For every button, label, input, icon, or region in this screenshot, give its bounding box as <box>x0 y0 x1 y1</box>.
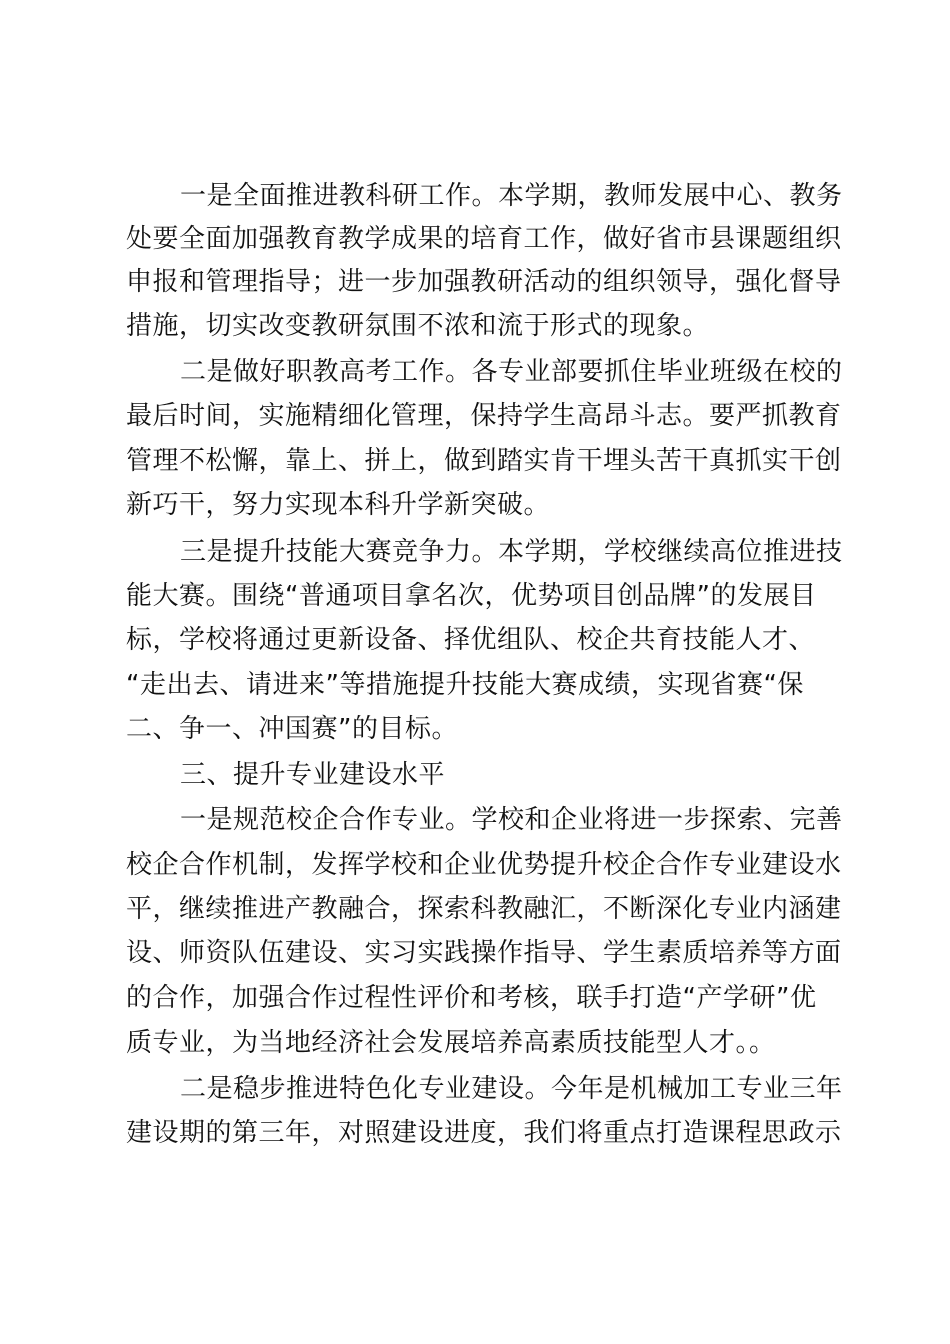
section-heading: 三、提升专业建设水平 <box>180 760 446 790</box>
text-line: 设、师资队伍建设、实习实践操作指导、学生素质培养等方面 <box>126 938 842 968</box>
text-line: 校企合作机制，发挥学校和企业优势提升校企合作专业建设水 <box>126 850 842 880</box>
text-line: 三是提升技能大赛竞争力。本学期，学校继续高位推进技 <box>180 537 843 567</box>
text-line: 二是稳步推进特色化专业建设。今年是机械加工专业三年 <box>180 1074 843 1104</box>
text-line: 二是做好职教高考工作。各专业部要抓住毕业班级在校的 <box>180 357 843 387</box>
text-line: 处要全面加强教育教学成果的培育工作，做好省市县课题组织 <box>126 224 842 254</box>
text-line: 标，学校将通过更新设备、择优组队、校企共育技能人才、 <box>126 625 816 655</box>
text-line: 建设期的第三年，对照建设进度，我们将重点打造课程思政示 <box>126 1118 842 1148</box>
text-line: 的合作，加强合作过程性评价和考核，联手打造“产学研”优 <box>126 983 817 1013</box>
text-line: 能大赛。围绕“普通项目拿名次，优势项目创品牌”的发展目 <box>126 581 817 611</box>
text-line: 二、争一、冲国赛”的目标。 <box>126 714 458 744</box>
text-line: 最后时间，实施精细化管理，保持学生高昂斗志。要严抓教育 <box>126 401 842 431</box>
text-line: 措施，切实改变教研氛围不浓和流于形式的现象。 <box>126 311 710 341</box>
text-line: 一是规范校企合作专业。学校和企业将进一步探索、完善 <box>180 805 843 835</box>
text-line: 新巧干，努力实现本科升学新突破。 <box>126 490 551 520</box>
text-line: 质专业，为当地经济社会发展培养高素质技能型人才。。 <box>126 1028 776 1058</box>
text-line: 平，继续推进产教融合，探索科教融汇，不断深化专业内涵建 <box>126 894 842 924</box>
text-line: 申报和管理指导；进一步加强教研活动的组织领导，强化督导 <box>126 267 842 297</box>
text-line: 一是全面推进教科研工作。本学期，教师发展中心、教务 <box>180 181 843 211</box>
text-line: 管理不松懈，靠上、拼上，做到踏实肯干埋头苦干真抓实干创 <box>126 446 842 476</box>
text-line: “走出去、请进来”等措施提升技能大赛成绩，实现省赛“保 <box>126 670 804 700</box>
